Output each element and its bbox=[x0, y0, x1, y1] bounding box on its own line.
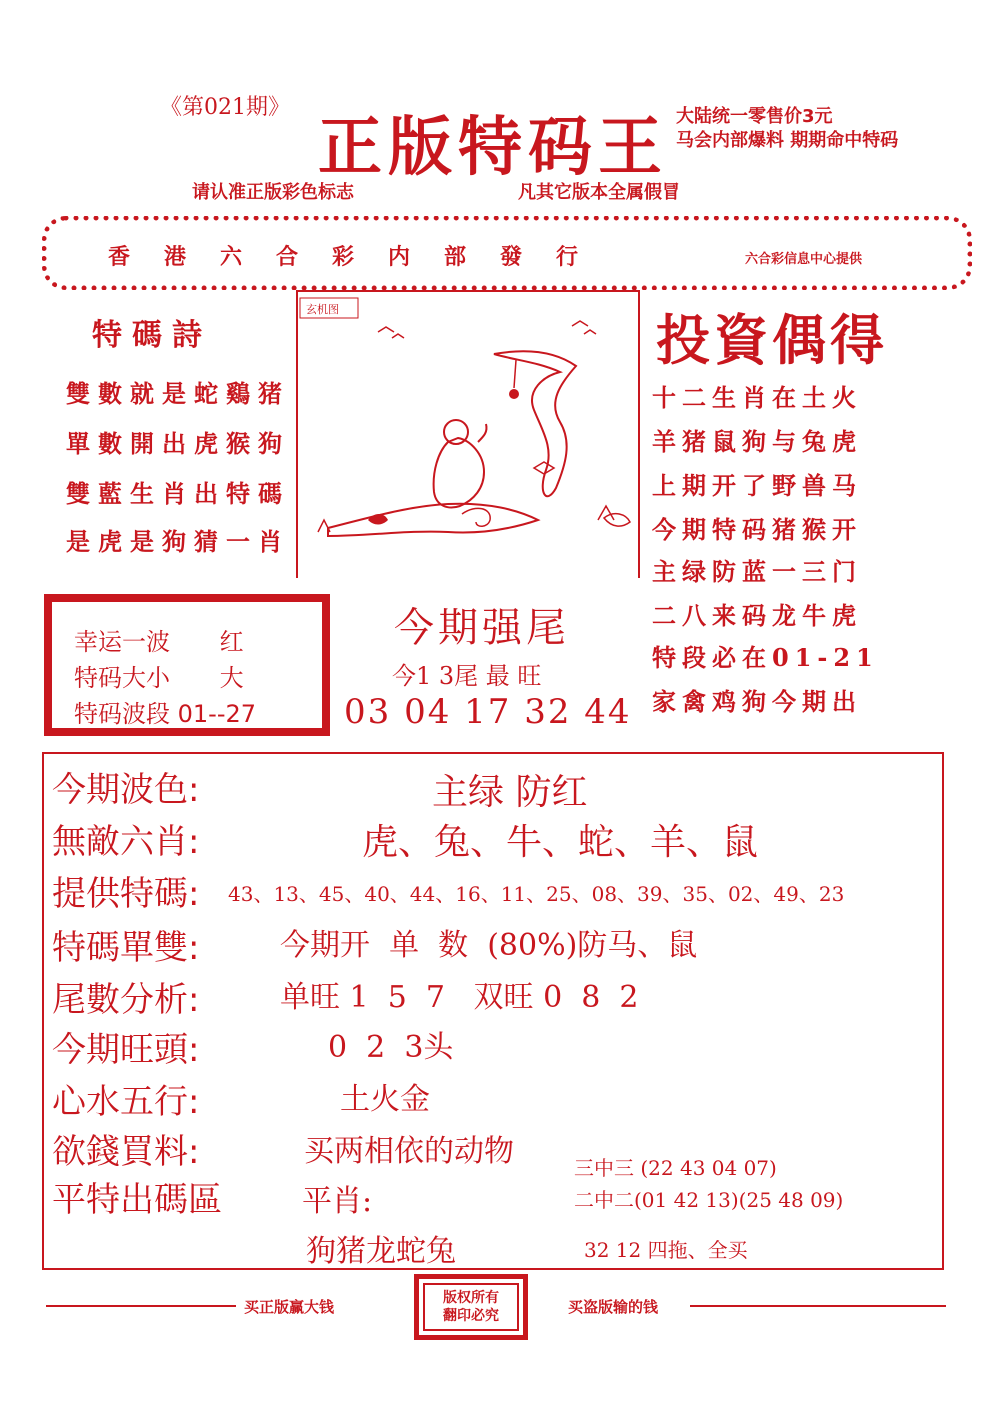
lucky-row bbox=[74, 658, 244, 693]
value-six-zodiac: 虎、兔、牛、蛇、羊、鼠 bbox=[362, 822, 759, 863]
page-title: 正版特码王 bbox=[318, 110, 668, 185]
lucky-label: 特码波段 bbox=[74, 700, 170, 728]
investment-line: 特段必在01-21 bbox=[652, 643, 879, 672]
auth-notice-right: 凡其它版本全属假冒 bbox=[518, 182, 680, 203]
label-special-codes: 提供特碼: bbox=[52, 874, 200, 914]
poem-line: 單數開出虎猴狗 bbox=[66, 429, 290, 458]
combo-two: 二中二(01 42 13)(25 48 09) bbox=[574, 1188, 844, 1212]
illustration-frame bbox=[296, 290, 640, 578]
poem-title: 特碼詩 bbox=[92, 318, 212, 353]
footer-divider-left bbox=[46, 1305, 236, 1307]
label-five-elements: 心水五行: bbox=[52, 1082, 200, 1122]
investment-line: 二八来码龙牛虎 bbox=[652, 601, 862, 630]
poem-line: 雙藍生肖出特碼 bbox=[66, 479, 290, 508]
investment-line: 今期特码猪猴开 bbox=[652, 515, 862, 544]
copyright-line-2: 翻印必究 bbox=[443, 1308, 499, 1324]
strong-tail-numbers: 03 04 17 32 44 bbox=[344, 692, 632, 732]
label-lucky-head: 今期旺頭: bbox=[52, 1030, 200, 1070]
investment-line: 主绿防蓝一三门 bbox=[652, 557, 862, 586]
lucky-row bbox=[74, 622, 244, 657]
lucky-box bbox=[44, 594, 330, 736]
investment-line: 十二生肖在土火 bbox=[652, 383, 862, 412]
copyright-line-1: 版权所有 bbox=[443, 1290, 499, 1306]
lucky-label: 特码大小 bbox=[74, 664, 170, 692]
issue-number: 《第021期》 bbox=[160, 95, 290, 120]
investment-line: 羊猪鼠狗与兔虎 bbox=[652, 427, 862, 456]
lucky-row bbox=[74, 694, 256, 729]
investment-line: 家禽鸡狗今期出 bbox=[652, 687, 862, 716]
label-six-zodiac: 無敵六肖: bbox=[52, 822, 200, 862]
value-buy-material: 买两相依的动物 bbox=[304, 1134, 514, 1169]
label-tail-analysis: 尾數分析: bbox=[52, 980, 200, 1020]
combo-three: 三中三 (22 43 04 07) bbox=[574, 1156, 777, 1180]
value-lucky-head: 0 2 3头 bbox=[328, 1030, 454, 1065]
tagline-text: 马会内部爆料 期期命中特码 bbox=[676, 130, 899, 151]
poem-line: 雙數就是蛇鷄猪 bbox=[66, 379, 290, 408]
combo-drag: 32 12 四拖、全买 bbox=[584, 1238, 748, 1262]
value-tail-analysis: 单旺 1 5 7 双旺 0 8 2 bbox=[280, 980, 639, 1015]
poem-line: 是虎是狗猜一肖 bbox=[66, 527, 290, 556]
label-flat-zone: 平特出碼區 bbox=[52, 1180, 222, 1220]
lucky-value: 01--27 bbox=[177, 700, 257, 728]
auth-notice-left: 请认准正版彩色标志 bbox=[192, 182, 354, 203]
value-five-elements: 土火金 bbox=[340, 1082, 430, 1117]
illustration-seal: 玄机图 bbox=[306, 303, 339, 316]
value-flat-zodiac: 狗猪龙蛇兔 bbox=[306, 1234, 456, 1269]
label-buy-material: 欲錢買料: bbox=[52, 1132, 200, 1172]
investment-title: 投資偶得 bbox=[656, 308, 888, 372]
label-odd-even: 特碼單雙: bbox=[52, 928, 200, 968]
strong-tail-subtitle: 今1 3尾 最 旺 bbox=[392, 662, 542, 690]
banner-provider: 六合彩信息中心提供 bbox=[745, 252, 863, 267]
footer-right-text: 买盗版输的钱 bbox=[568, 1298, 659, 1316]
footer-divider-right bbox=[690, 1305, 946, 1307]
copyright-stamp bbox=[414, 1274, 528, 1340]
price-text: 大陆统一零售价3元 bbox=[676, 106, 833, 127]
label-flat-zodiac: 平肖: bbox=[302, 1184, 373, 1219]
lucky-value: 红 bbox=[219, 628, 244, 656]
banner-title: 香港六合彩内部發行 bbox=[108, 244, 613, 270]
value-special-codes: 43、13、45、40、44、16、11、25、08、39、35、02、49、23 bbox=[228, 882, 845, 906]
footer-left-text: 买正版赢大钱 bbox=[244, 1298, 335, 1316]
value-wave-color: 主绿 防红 bbox=[432, 772, 588, 813]
monkey-illustration bbox=[298, 292, 638, 578]
lucky-value: 大 bbox=[219, 664, 244, 692]
lucky-label: 幸运一波 bbox=[74, 628, 170, 656]
label-wave-color: 今期波色: bbox=[52, 770, 200, 810]
value-odd-even: 今期开 单 数 (80%)防马、鼠 bbox=[280, 928, 698, 963]
strong-tail-title: 今期强尾 bbox=[394, 605, 570, 651]
investment-line: 上期开了野兽马 bbox=[652, 471, 862, 500]
